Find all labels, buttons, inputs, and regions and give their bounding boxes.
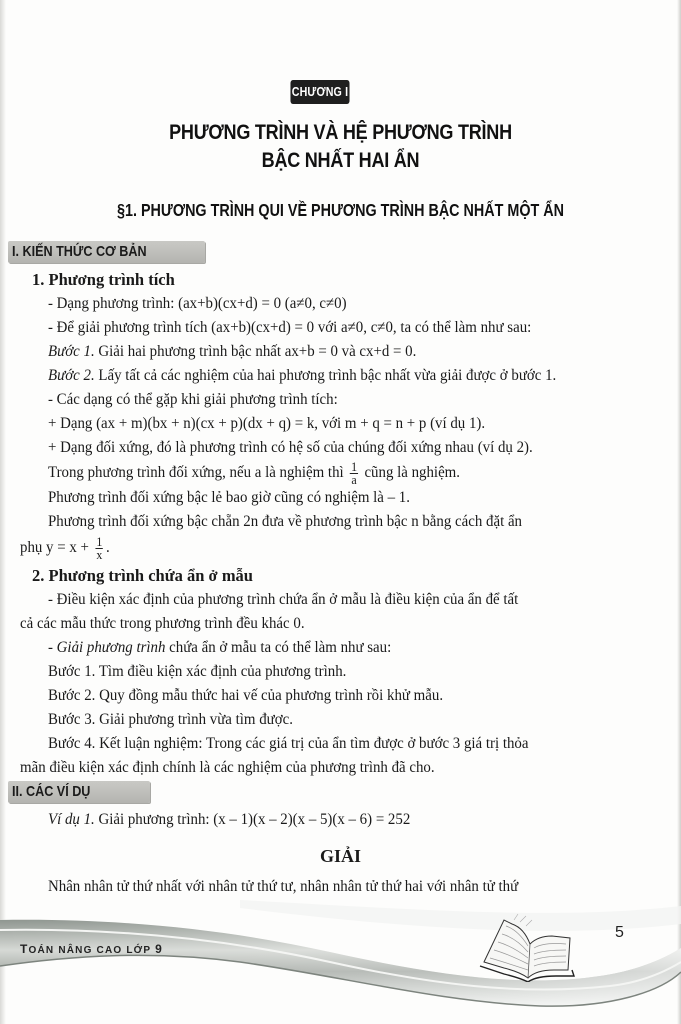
text-line: - Các dạng có thể gặp khi giải phương trình tích: xyxy=(48,390,338,408)
text-line xyxy=(48,461,460,486)
footer-title-initial: T xyxy=(20,942,29,956)
text-line: - Dạng phương trình: (ax+b)(cx+d) = 0 (a≠0, c≠0) xyxy=(48,294,347,312)
footer-book-title xyxy=(20,942,163,956)
step-line: Bước 3. Giải phương trình vừa tìm được. xyxy=(48,710,293,728)
solution-heading: GIẢI xyxy=(319,846,361,866)
step-text: Lấy tất cả các nghiệm của hai phương trình bậc nhất vừa giải được ở bước 1. xyxy=(94,366,557,384)
text-fragment: Trong phương trình đối xứng, nếu a là nghiệm thì xyxy=(48,463,344,482)
text-fragment: phụ xyxy=(20,538,43,557)
heading-basic-knowledge xyxy=(8,241,205,263)
example-label: Ví dụ 1. xyxy=(48,810,95,828)
step-label: Bước 2. xyxy=(48,366,95,384)
text-fragment: cũng là nghiệm. xyxy=(364,463,460,482)
math-expression: y = x + xyxy=(46,538,89,557)
step-line: Bước 1. Tìm điều kiện xác định của phương trình. xyxy=(48,662,347,680)
open-book-icon xyxy=(478,912,578,982)
chapter-title xyxy=(0,119,681,175)
text-fragment: - xyxy=(48,638,57,656)
page-number: 5 xyxy=(615,924,624,941)
text-line: Nhân nhân tử thứ nhất với nhân tử thứ tư, nhân nhân tử thứ hai với nhân tử thứ xyxy=(48,877,519,895)
footer-wave-decoration xyxy=(0,900,681,1024)
text-fragment: . xyxy=(105,538,110,557)
fraction-denominator: a xyxy=(351,472,357,487)
text-line: mãn điều kiện xác định chính là các nghiệm của phương trình đã cho. xyxy=(20,758,435,776)
text-fragment-italic: Giải phương trình xyxy=(56,638,166,656)
heading-examples-text: II. CÁC VÍ DỤ xyxy=(12,783,91,800)
example-line xyxy=(48,809,410,829)
subheading-denominator-equation: 2. Phương trình chứa ẩn ở mẫu xyxy=(32,566,253,585)
example-text: Giải phương trình: (x – 1)(x – 2)(x – 5)(x – 6) = 252 xyxy=(94,810,411,828)
section-title xyxy=(0,200,681,221)
step-label: Bước 1. xyxy=(48,342,95,360)
section-title-text: §1. PHƯƠNG TRÌNH QUI VỀ PHƯƠNG TRÌNH BẬC NHẤT MỘT ẨN xyxy=(117,200,564,220)
footer-grade: 9 xyxy=(155,942,163,956)
fraction-numerator: 1 xyxy=(96,534,103,549)
text-line: cả các mẫu thức trong phương trình đều khác 0. xyxy=(20,614,305,632)
step-line xyxy=(48,341,416,361)
step-line xyxy=(48,365,556,385)
text-line xyxy=(48,637,391,657)
chapter-badge: CHƯƠNG I xyxy=(290,80,349,104)
text-line: - Để giải phương trình tích (ax+b)(cx+d) = 0 với a≠0, c≠0, ta có thể làm như sau: xyxy=(48,318,532,336)
chapter-title-line-1: PHƯƠNG TRÌNH VÀ HỆ PHƯƠNG TRÌNH xyxy=(169,121,512,144)
text-fragment: chứa ẩn ở mẫu ta có thể làm như sau: xyxy=(165,638,392,656)
step-line: Bước 2. Quy đồng mẫu thức hai vế của phương trình rồi khử mẫu. xyxy=(48,686,444,704)
subheading-product-equation: 1. Phương trình tích xyxy=(32,270,175,289)
text-line xyxy=(20,536,110,561)
fraction-denominator: x xyxy=(96,547,103,562)
step-line: Bước 4. Kết luận nghiệm: Trong các giá trị của ẩn tìm được ở bước 3 giá trị thỏa xyxy=(48,734,529,752)
text-line: - Điều kiện xác định của phương trình chứa ẩn ở mẫu là điều kiện của ẩn để tất xyxy=(48,590,519,608)
fraction xyxy=(95,536,103,561)
step-text: Giải hai phương trình bậc nhất ax+b = 0 và cx+d = 0. xyxy=(94,342,417,360)
text-line: + Dạng đối xứng, đó là phương trình có hệ số của chúng đối xứng nhau (ví dụ 2). xyxy=(48,438,533,456)
chapter-title-line-2: BẬC NHẤT HAI ẨN xyxy=(261,149,420,172)
text-line: Phương trình đối xứng bậc lẻ bao giờ cũng có nghiệm là – 1. xyxy=(48,488,410,506)
footer-title-rest: OÁN NÂNG CAO LỚP xyxy=(28,945,152,956)
heading-basic-knowledge-text: I. KIẾN THỨC CƠ BẢN xyxy=(12,243,147,260)
fraction-numerator: 1 xyxy=(351,459,358,474)
text-line: + Dạng (ax + m)(bx + n)(cx + p)(dx + q) = k, với m + q = n + p (ví dụ 1). xyxy=(48,414,486,432)
heading-examples xyxy=(8,781,150,803)
text-line: Phương trình đối xứng bậc chẵn 2n đưa về phương trình bậc n bằng cách đặt ẩn xyxy=(48,512,523,530)
fraction xyxy=(350,461,358,486)
